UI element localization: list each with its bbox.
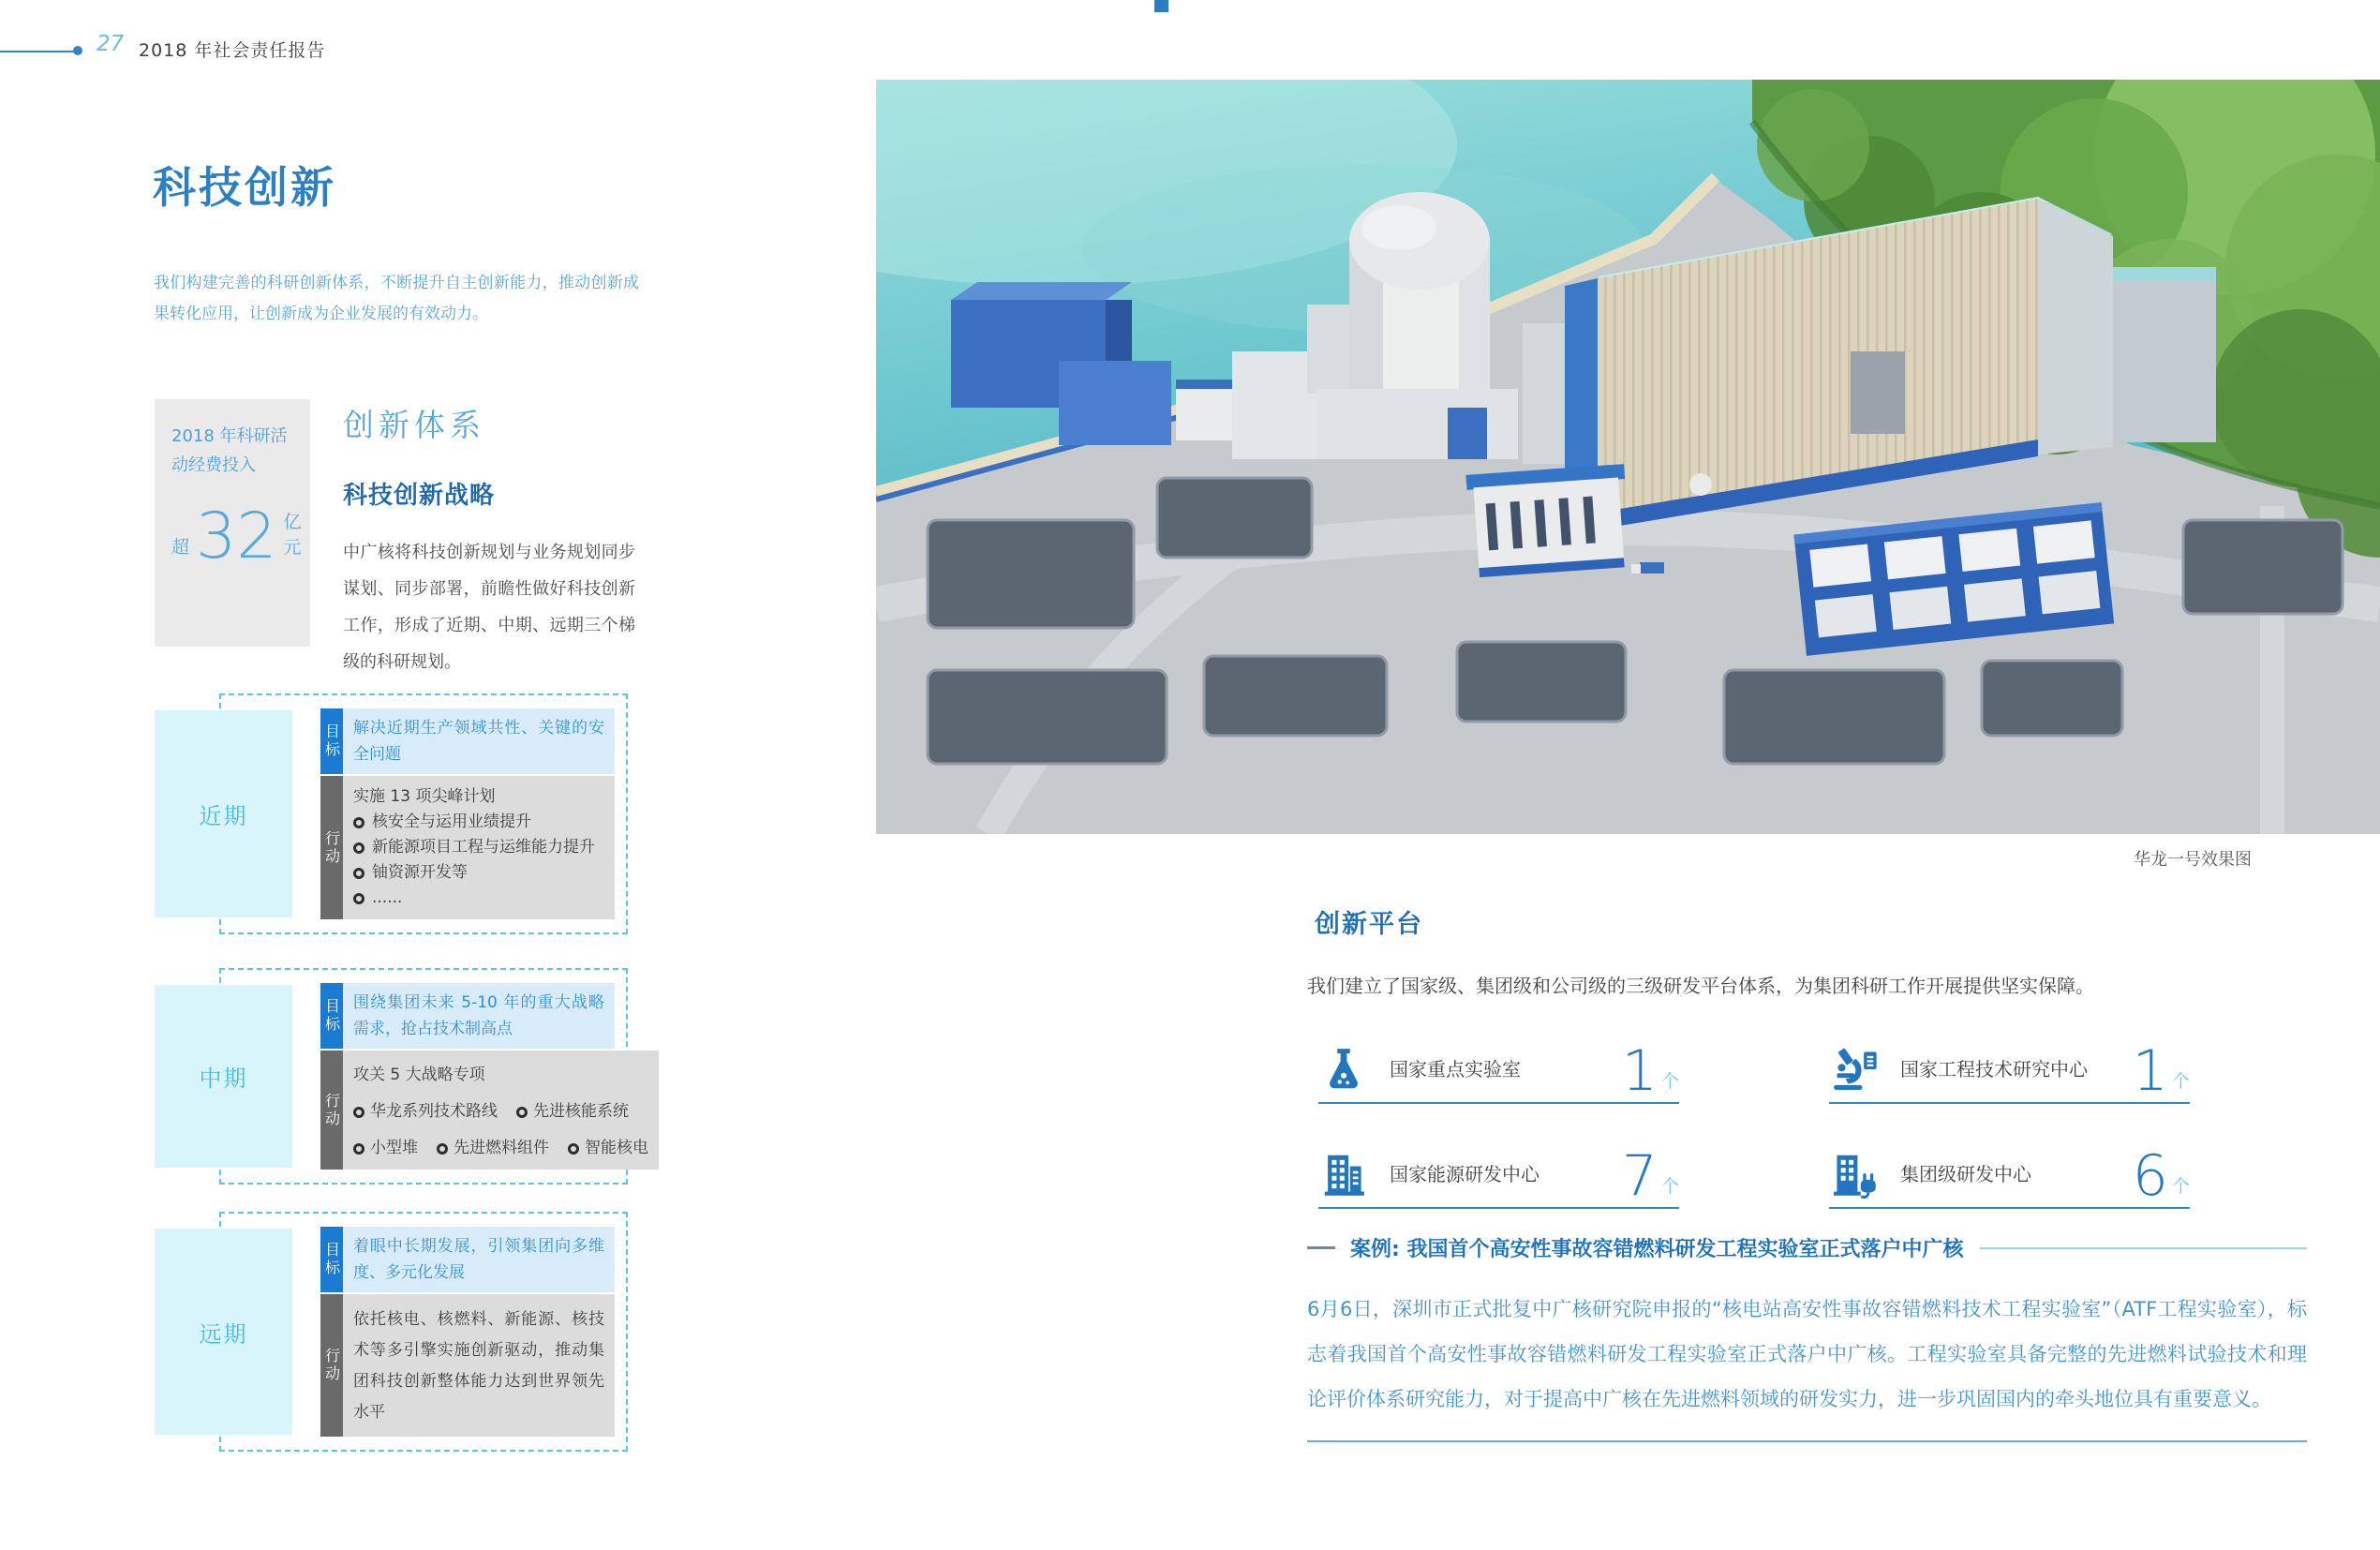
- stat-unit: 个: [2171, 1176, 2190, 1197]
- goal-tab: 目标: [320, 983, 343, 1049]
- action-row: [320, 1051, 648, 1170]
- strategy-paragraph: 中广核将科技创新规划与业务规划同步谋划、同步部署，前瞻性做好科技创新工作，形成了近期、中期、远期三个梯级的科研规划。: [343, 543, 635, 672]
- goal-row: [320, 983, 615, 1049]
- rd-spend-value: 32: [196, 499, 277, 574]
- action-intro: 攻关 5 大战略专项: [353, 1066, 485, 1084]
- bullet-ring-icon: [437, 1143, 448, 1155]
- stat-label: 国家工程技术研究中心: [1900, 1058, 2088, 1081]
- bullet-ring-icon: [353, 842, 364, 854]
- action-tab: 行动: [320, 1051, 343, 1170]
- innovation-platform-paragraph: 我们建立了国家级、集团级和公司级的三级研发平台体系，为集团科研工作开展提供坚实保障。: [1307, 975, 2094, 997]
- action-row: [320, 776, 615, 919]
- case-dash-icon: [1307, 1246, 1335, 1249]
- stat-label: 国家重点实验室: [1390, 1058, 1521, 1081]
- bullet-ring-icon: [353, 1143, 364, 1155]
- period-box-near-term: [199, 693, 628, 934]
- building-plug-icon: [1829, 1149, 1880, 1200]
- period-box-long-term: [199, 1212, 628, 1452]
- bullet-ring-icon: [516, 1107, 528, 1118]
- goal-tab: 目标: [320, 708, 343, 774]
- stat-unit: 个: [1660, 1176, 1679, 1197]
- bullet-ring-icon: [353, 893, 364, 904]
- bullet-ring-icon: [353, 868, 364, 879]
- bullet-ring-icon: [353, 1107, 364, 1118]
- stat-value: 6: [2132, 1143, 2168, 1209]
- period-label: 远期: [155, 1229, 292, 1435]
- stat-unit: 个: [2171, 1071, 2190, 1092]
- case-bottom-rule: [1307, 1440, 2307, 1442]
- case-title-row: [1307, 1233, 2307, 1262]
- rd-spend-label: 2018 年科研活动经费投入: [171, 426, 288, 475]
- innovation-system-heading: 创新体系: [343, 407, 485, 443]
- action-item-line: 华龙系列技术路线 先进核能系统: [353, 1099, 648, 1125]
- period-box-mid-term: [199, 968, 648, 1185]
- action-item-line: 小型堆 先进燃料组件 智能核电: [353, 1136, 648, 1161]
- case-title: 案例: 我国首个高安性事故容错燃料研发工程实验室正式落户中广核: [1350, 1238, 1964, 1261]
- stat-national-key-lab: [1318, 1018, 1679, 1104]
- innovation-platform-heading: 创新平台: [1315, 910, 1423, 939]
- stat-national-energy-center: [1318, 1123, 1679, 1209]
- case-body: 6月6日，深圳市正式批复中广核研究院申报的“核电站高安性事故容错燃料技术工程实验室”（ATF工程实验室），标志着我国首个高安性事故容错燃料研发工程实验室正式落户中广核。工程实验室具备完整的先进燃料试验技术和理论评价体系研究能力，对于提高中广核在先进燃料领域的研发实力，进一步巩固国内的牵头地位具有重要意义。: [1307, 1298, 2307, 1410]
- goal-text: 着眼中长期发展，引领集团向多维度、多元化发展: [343, 1227, 615, 1292]
- building-icon: [1318, 1149, 1369, 1200]
- action-tab: 行动: [320, 776, 343, 919]
- goal-text: 围绕集团未来 5-10 年的重大战略需求，抢占技术制高点: [343, 983, 615, 1049]
- stat-label: 集团级研发中心: [1900, 1163, 2031, 1185]
- strategy-subheading: 科技创新战略: [343, 482, 496, 510]
- rd-spend-prefix: 超: [171, 537, 190, 558]
- stat-group-rd-center: [1829, 1123, 2190, 1209]
- action-text: 依托核电、核燃料、新能源、核技术等多引擎实施创新驱动，推动集团科技创新整体能力达到世界领先水平: [353, 1310, 604, 1422]
- goal-row: [320, 708, 615, 774]
- stat-label: 国家能源研发中心: [1390, 1163, 1540, 1185]
- goal-text: 解决近期生产领域共性、关键的安全问题: [343, 708, 615, 774]
- stat-unit: 个: [1660, 1071, 1679, 1092]
- period-label: 中期: [155, 985, 292, 1168]
- bullet-ring-icon: [353, 817, 364, 828]
- stat-value: 1: [1621, 1038, 1658, 1104]
- intro-paragraph: 我们构建完善的科研创新体系，不断提升自主创新能力，推动创新成果转化应用，让创新成为企业发展的有效动力。: [154, 274, 639, 323]
- goal-row: [320, 1227, 615, 1292]
- header-rule: [0, 51, 75, 52]
- stat-value: 7: [1621, 1143, 1658, 1209]
- action-intro: 实施 13 项尖峰计划: [353, 787, 496, 806]
- microscope-icon: [1829, 1044, 1880, 1095]
- action-row: [320, 1294, 615, 1437]
- hualong-one-rendering-image: [876, 80, 2380, 834]
- page-top-mark: [1154, 0, 1168, 12]
- platform-stats-grid: [1318, 1018, 2190, 1209]
- header-dot: [73, 46, 82, 55]
- page-number: 27: [97, 32, 125, 56]
- page-title: 科技创新: [153, 162, 336, 213]
- flask-icon: [1318, 1044, 1369, 1095]
- report-title: 2018 年社会责任报告: [139, 40, 326, 61]
- case-study-section: [1307, 1233, 2307, 1442]
- stat-value: 1: [2132, 1038, 2168, 1104]
- image-caption: 华龙一号效果图: [2134, 850, 2252, 870]
- rd-spend-stat-box: [155, 399, 310, 647]
- goal-tab: 目标: [320, 1227, 343, 1292]
- case-title-rule: [1980, 1247, 2307, 1249]
- bullet-ring-icon: [568, 1143, 579, 1155]
- action-item: 铀资源开发等: [353, 860, 604, 886]
- action-item: ......: [353, 886, 604, 911]
- action-item: 新能源项目工程与运维能力提升: [353, 835, 604, 860]
- period-label: 近期: [155, 710, 292, 917]
- stat-national-engineering-center: [1829, 1018, 2190, 1104]
- rd-spend-unit: 亿元: [283, 512, 302, 558]
- action-tab: 行动: [320, 1294, 343, 1437]
- action-item: 核安全与运用业绩提升: [353, 810, 604, 835]
